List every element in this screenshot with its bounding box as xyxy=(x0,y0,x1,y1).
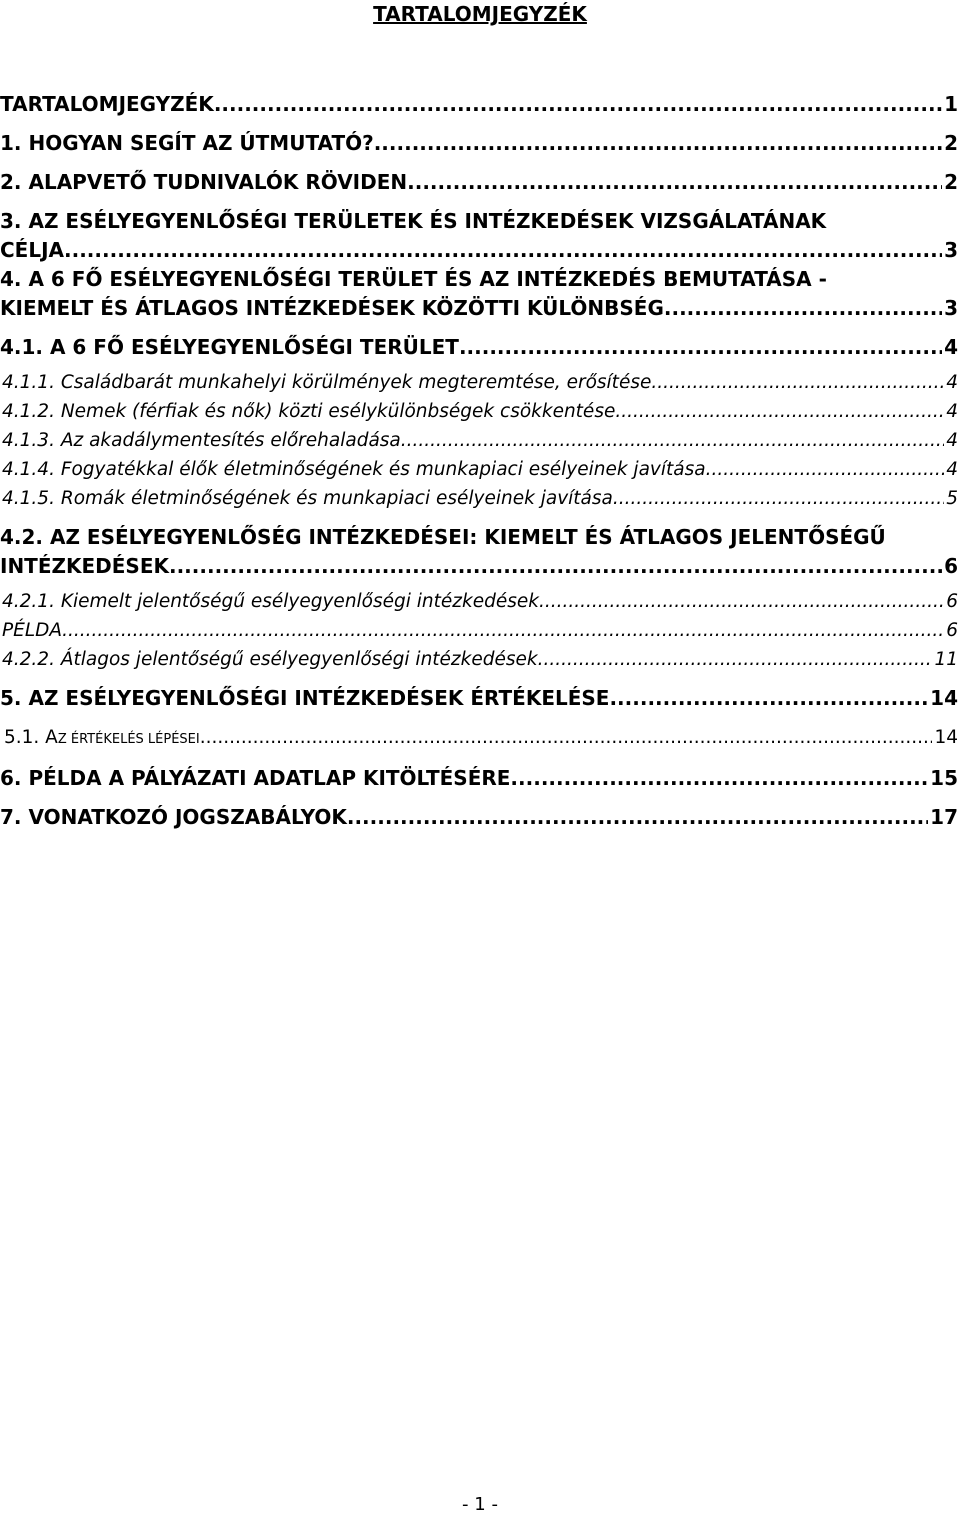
table-of-contents xyxy=(0,90,958,832)
toc-entry[interactable]: 7. VONATKOZÓ JOGSZABÁLYOK ..... 17 xyxy=(0,803,958,832)
toc-entry[interactable]: 4.1.2. Nemek (férfiak és nők) közti esélykülönbségek csökkentése ..... 4 xyxy=(0,397,958,426)
toc-entry[interactable]: 4.1.1. Családbarát munkahelyi körülmények megteremtése, erősítése ..... 4 xyxy=(0,368,958,397)
toc-entry[interactable]: PÉLDA ..... 6 xyxy=(0,616,958,645)
toc-entry[interactable]: 3. AZ ESÉLYEGYENLŐSÉGI TERÜLETEK ÉS INTÉZKEDÉSEK VIZSGÁLATÁNAK CÉLJA ..... 3 xyxy=(0,207,958,265)
page-title: TARTALOMJEGYZÉK xyxy=(373,2,587,26)
toc-entry[interactable]: 1. HOGYAN SEGÍT AZ ÚTMUTATÓ? ..... 2 xyxy=(0,129,958,158)
toc-entry[interactable]: 4.2.1. Kiemelt jelentőségű esélyegyenlőségi intézkedések ..... 6 xyxy=(0,587,958,616)
toc-entry[interactable]: 6. PÉLDA A PÁLYÁZATI ADATLAP KITÖLTÉSÉRE ..... 15 xyxy=(0,764,958,793)
toc-entry[interactable]: 4.1.5. Romák életminőségének és munkapiaci esélyeinek javítása ..... 5 xyxy=(0,484,958,513)
toc-entry[interactable]: TARTALOMJEGYZÉK ..... 1 xyxy=(0,90,958,119)
toc-entry[interactable]: 4. A 6 FŐ ESÉLYEGYENLŐSÉGI TERÜLET ÉS AZ INTÉZKEDÉS BEMUTATÁSA - KIEMELT ÉS ÁTLAGOS INTÉZKEDÉSEK KÖZÖTTI KÜLÖNBSÉG ..... 3 xyxy=(0,265,958,323)
toc-entry[interactable]: 4.1.4. Fogyatékkal élők életminőségének és munkapiaci esélyeinek javítása ..... 4 xyxy=(0,455,958,484)
toc-entry[interactable]: 4.2.2. Átlagos jelentőségű esélyegyenlőségi intézkedések ..... 11 xyxy=(0,645,958,674)
toc-entry[interactable]: 5. AZ ESÉLYEGYENLŐSÉGI INTÉZKEDÉSEK ÉRTÉKELÉSE ..... 14 xyxy=(0,684,958,713)
toc-entry[interactable]: 2. ALAPVETŐ TUDNIVALÓK RÖVIDEN ..... 2 xyxy=(0,168,958,197)
toc-entry[interactable]: 4.1. A 6 FŐ ESÉLYEGYENLŐSÉGI TERÜLET ..... 4 xyxy=(0,333,958,362)
toc-entry[interactable]: 4.2. AZ ESÉLYEGYENLŐSÉG INTÉZKEDÉSEI: KIEMELT ÉS ÁTLAGOS JELENTŐSÉGŰ INTÉZKEDÉSEK ..... 6 xyxy=(0,523,958,581)
page-number: - 1 - xyxy=(462,1494,498,1515)
toc-entry[interactable]: 5.1. AZ ÉRTÉKELÉS LÉPÉSEI ..... 14 xyxy=(0,723,958,754)
toc-entry[interactable]: 4.1.3. Az akadálymentesítés előrehaladása ..... 4 xyxy=(0,426,958,455)
